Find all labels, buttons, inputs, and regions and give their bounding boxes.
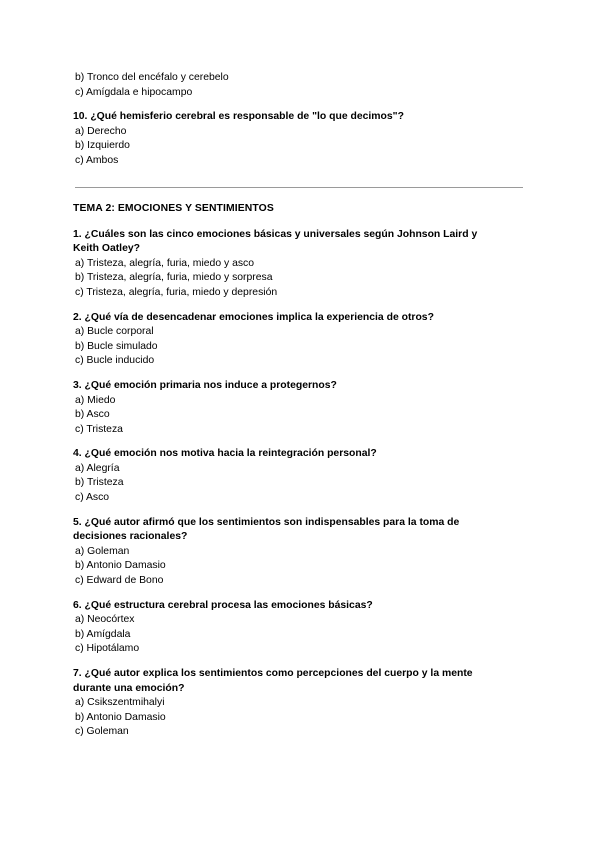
answer-option: c) Goleman [75,726,129,738]
answer-option: b) Tristeza, alegría, furia, miedo y sorpresa [75,272,273,284]
answer-option: c) Edward de Bono [75,575,164,587]
question-9-continuation [73,71,533,100]
answer-option: c) Ambos [75,154,119,166]
question-6 [73,599,533,657]
question-text: 10. ¿Qué hemisferio cerebral es responsable de "lo que decimos"? [73,111,404,123]
question-5 [73,516,533,589]
document-page [73,71,533,750]
answer-option: b) Bucle simulado [75,340,158,352]
answer-option: b) Asco [75,409,110,421]
question-text: 4. ¿Qué emoción nos motiva hacia la reintegración personal? [73,448,377,460]
section-title: TEMA 2: EMOCIONES Y SENTIMIENTOS [73,202,274,214]
answer-option: a) Goleman [75,545,130,557]
answer-option: b) Antonio Damasio [75,711,166,723]
question-4 [73,447,533,505]
answer-option: b) Tronco del encéfalo y cerebelo [75,72,229,83]
answer-option: a) Alegría [75,462,120,474]
question-text: 6. ¿Qué estructura cerebral procesa las emociones básicas? [73,599,373,611]
question-text: 3. ¿Qué emoción primaria nos induce a protegernos? [73,379,337,391]
question-text: 1. ¿Cuáles son las cinco emociones básicas y universales según Johnson Laird y [73,228,478,240]
question-7 [73,667,533,740]
question-text: Keith Oatley? [73,243,140,255]
question-text: 7. ¿Qué autor explica los sentimientos como percepciones del cuerpo y la mente [73,668,473,679]
answer-option: a) Csikszentmihalyi [75,697,165,709]
question-text: 5. ¿Qué autor afirmó que los sentimientos son indispensables para la toma de [73,516,460,528]
answer-option: a) Tristeza, alegría, furia, miedo y asco [75,257,255,269]
answer-option: c) Asco [75,492,110,504]
question-1 [73,228,533,301]
answer-option: b) Amígdala [75,628,131,640]
answer-option: a) Derecho [75,125,127,137]
answer-option: c) Tristeza, alegría, furia, miedo y depresión [75,286,278,298]
answer-option: b) Antonio Damasio [75,560,166,572]
answer-option: a) Miedo [75,394,116,406]
answer-option: b) Izquierdo [75,140,130,152]
question-text: decisiones racionales? [73,531,188,543]
section-divider [75,187,523,188]
question-10 [73,110,533,168]
question-text: durante una emoción? [73,682,185,694]
answer-option: a) Neocórtex [75,614,135,626]
answer-option: c) Tristeza [75,423,123,435]
question-2 [73,311,533,369]
answer-option: a) Bucle corporal [75,326,154,338]
answer-option: b) Tristeza [75,477,124,489]
question-3 [73,379,533,437]
answer-option: c) Amígdala e hipocampo [75,86,193,98]
answer-option: c) Hipotálamo [75,643,140,655]
question-text: 2. ¿Qué vía de desencadenar emociones implica la experiencia de otros? [73,311,434,323]
answer-option: c) Bucle inducido [75,355,155,367]
